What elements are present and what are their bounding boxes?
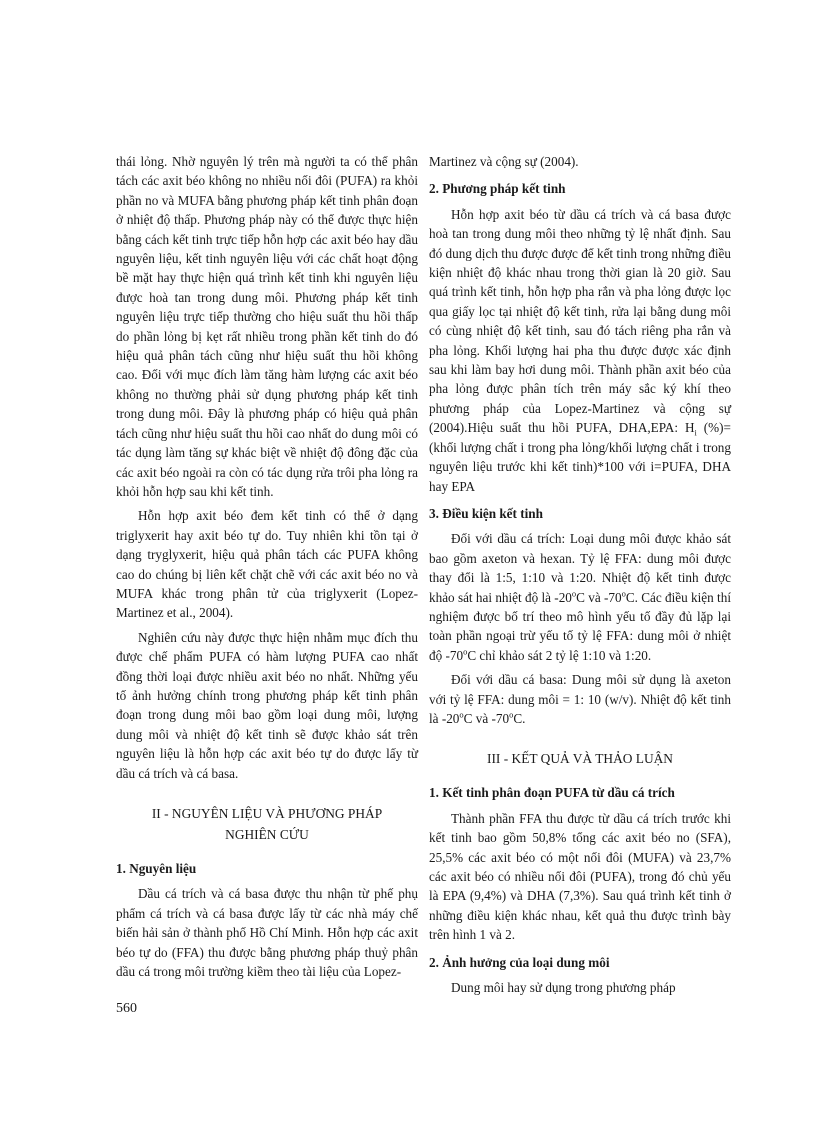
superscript: o: [463, 646, 468, 657]
paragraph: thái lỏng. Nhờ nguyên lý trên mà người ta có thể phân tách các axit béo không no nhiều nối đôi (PUFA) ra khỏi phần no và MUFA bằng phương pháp kết tinh phân đoạn ở nhiệt độ thấp. Phương pháp này có thể được thực hiện bằng cách kết tinh trực tiếp hỗn hợp các axit béo hay dầu nguyên liệu, kết tinh nguyên liệu với các chất hoạt động bề mặt hay thực hiện quá trình kết tinh khi nguyên liệu được hoà tan trong dung môi. Phương pháp kết tinh nguyên liệu trực tiếp thường cho hiệu suất thu hồi thấp do phần lỏng bị kẹt rất nhiều trong phần kết tinh do đó hiệu quả phân tách cũng như hiệu suất thu hồi không cao. Đối với mục đích làm tăng hàm lượng các axit béo không no thường phải sử dụng phương pháp kết tinh trong dung môi. Đây là phương pháp có hiệu quả phân tách cũng như hiệu suất thu hồi cao nhất do dung môi có tác dụng làm tăng sự khác biệt về nhiệt độ đông đặc của các axit béo ngoài ra còn có tác dụng rửa trôi pha lỏng ra khỏi hỗn hợp sau khi kết tinh.: [116, 154, 418, 499]
subscript: i: [694, 427, 697, 438]
subsection-heading-crystallization-conditions: 3. Điều kiện kết tinh: [429, 505, 543, 521]
subsection-heading-crystallization-method: 2. Phương pháp kết tinh: [429, 181, 566, 197]
section-title-line: NGHIÊN CỨU: [225, 827, 309, 842]
text-run: Đối với dầu cá basa: Dung môi sử dụng là axeton với tỷ lệ FFA: dung môi = 1: 10 (w/v). Nhiệt độ kết tinh là -20: [429, 672, 731, 726]
subsection-heading-materials: 1. Nguyên liệu: [116, 861, 197, 876]
text-run: (%)=(khối lượng chất i trong pha lỏng/khối lượng chất i trong nguyên liệu trước khi kết tinh)*100 với i=PUFA, DHA hay EPA: [429, 420, 731, 494]
section-title-line: II - NGUYÊN LIỆU VÀ PHƯƠNG PHÁP: [151, 806, 383, 821]
text-run: C chỉ khảo sát 2 tỷ lệ 1:10 và 1:20.: [467, 647, 652, 663]
text-run: C và -70: [463, 710, 510, 726]
superscript: o: [509, 709, 514, 720]
subsection-heading-solvent-effect: 2. Ảnh hưởng của loại dung môi: [429, 954, 610, 970]
left-column: [116, 152, 418, 986]
text-run: C. Các điều kiện thí nghiệm được bố trí theo mô hình yếu tố đầy đủ lặp lại toàn phần ngoại trừ yếu tố tỷ lệ FFA: dung môi ở nhiệt độ -70: [429, 589, 731, 663]
paragraph: [429, 205, 731, 496]
paragraph: Thành phần FFA thu được từ dầu cá trích trước khi kết tinh bao gồm 50,8% tổng các axit béo no (SFA), 25,5% các axit béo có một nối đôi (MUFA) và 23,7% các axit béo có nhiều nối đôi (PUFA), trong đó chủ yếu là EPA (9,4%) và DHA (7,3%). Sau quá trình kết tinh ở những điều kiện khác nhau, kết quả thu được trình bày trên hình 1 và 2.: [429, 810, 731, 943]
paragraph: Nghiên cứu này được thực hiện nhằm mục đích thu được chế phẩm PUFA có hàm lượng PUFA cao nhất đồng thời loại được nhiều axit béo no nhất. Những yếu tố ảnh hưởng chính trong phương pháp kết tinh phân đoạn trong dung môi bao gồm loại dung môi, lượng dung môi và nhiệt độ kết tinh sẽ được khảo sát trên nguyên liệu là hỗn hợp các axit béo tự do được lấy từ dầu cá trích và cá basa.: [116, 629, 418, 781]
superscript: o: [459, 709, 464, 720]
paragraph: Martinez và cộng sự (2004).: [429, 154, 579, 169]
page-number: 560: [116, 1001, 137, 1016]
text-run: Đối với dầu cá trích: Loại dung môi được khảo sát bao gồm axeton và hexan. Tỷ lệ FFA: dung môi được thay đổi là 1:5, 1:10 và 1:20. Nhiệt độ kết tinh được khảo sát hai nhiệt độ là -20: [429, 531, 731, 605]
paragraph: Dung môi hay sử dụng trong phương pháp: [451, 980, 676, 996]
text-run: C.: [513, 710, 526, 726]
paragraph: Dầu cá trích và cá basa được thu nhận từ phế phụ phẩm cá trích và cá basa được lấy từ các nhà máy chế biến hải sản ở thành phố Hồ Chí Minh. Hỗn hợp các axit béo tự do (FFA) thu được bằng phương pháp thuỷ phân dầu cá trong môi trường kiềm theo tài liệu của Lopez-: [116, 886, 418, 980]
right-column: [429, 152, 731, 1002]
text-run: Hỗn hợp axit béo từ dầu cá trích và cá basa được hoà tan trong dung môi theo những tỷ lệ nhất định. Sau đó dung dịch thu được được để kết tinh trong những điều kiện nhiệt độ khác nhau trong thời gian là 20 giờ. Sau quá trình kết tinh, hỗn hợp pha rắn và pha lỏng được lọc qua giấy lọc tại nhiệt độ kết tinh, rửa lại bằng dung môi có cùng nhiệt độ kết tinh, sau đó tách riêng pha rắn và pha lỏng. Khối lượng hai pha thu được được xác định sau khi làm bay hơi dung môi. Thành phần axit béo của pha lỏng được phân tích trên máy sắc ký khí theo phương pháp của Lopez-Martinez và cộng sự (2004).Hiệu suất thu hồi PUFA, DHA,EPA: H: [429, 206, 731, 436]
subsection-heading-herring-oil: 1. Kết tinh phân đoạn PUFA từ dầu cá trích: [429, 785, 675, 801]
superscript: o: [621, 588, 626, 599]
paragraph: [429, 529, 731, 665]
paragraph: Hỗn hợp axit béo đem kết tinh có thể ở dạng triglyxerit hay axit béo tự do. Tuy nhiên khi tồn tại ở dạng tryglyxerit, hiệu quả phân tách các PUFA không cao do chúng bị liên kết chặt chẽ với các axit béo no và MUFA khác trong phân tử của triglyxerit (Lopez-Martinez et al., 2004).: [116, 508, 418, 621]
section-title-materials-methods: [116, 803, 418, 845]
paragraph: [429, 670, 731, 728]
superscript: o: [571, 588, 577, 599]
section-title-results: III - KẾT QUẢ VÀ THẢO LUẬN: [487, 751, 673, 767]
text-run: C và -70: [576, 589, 622, 605]
